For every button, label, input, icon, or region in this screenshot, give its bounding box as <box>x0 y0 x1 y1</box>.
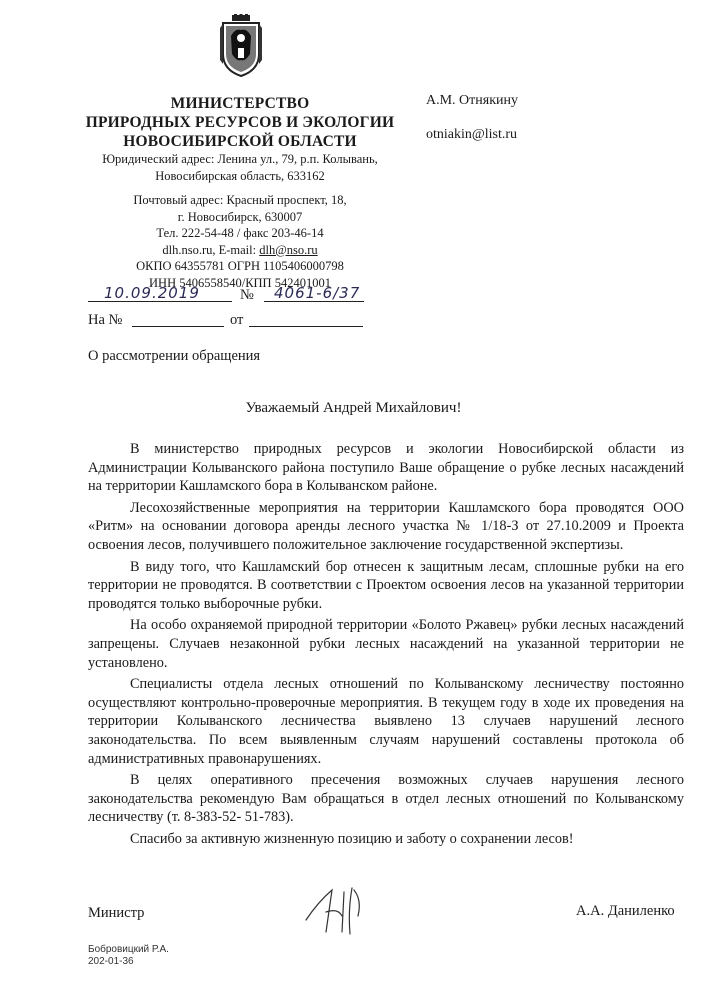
body-paragraph: Спасибо за активную жизненную позицию и заботу о сохранении лесов! <box>130 830 574 847</box>
reply-date-underline <box>249 312 363 327</box>
inn-kpp: ИНН 5406558540/КПП 542401001 <box>149 275 331 290</box>
addressee-email[interactable]: otniakin@list.ru <box>426 127 518 142</box>
body-paragraph: В виду того, что Кашламский бор отнесен к защитным лесам, сплошные рубки на его территории не проводятся. В соответствии с Проектом освоения лесов на указанной территории проводятся только выборочные рубки. <box>88 558 684 612</box>
signatory-role: Министр <box>88 905 145 921</box>
body-paragraph: На особо охраняемой природной территории «Болото Ржавец» рубки лесных насаждений запрещены. Случаев незаконной рубки лесных насаждений на указанной территории не установлено. <box>88 617 684 671</box>
web-prefix: dlh.nso.ru, E-mail: <box>162 242 260 257</box>
web-email-line <box>75 242 405 259</box>
ministry-name-line: НОВОСИБИРСКОЙ ОБЛАСТИ <box>123 133 357 150</box>
postal-address-line: г. Новосибирск, 630007 <box>177 209 303 224</box>
body-paragraph: В министерство природных ресурсов и экологии Новосибирской области из Администрации Колыванского района поступило Ваше обращение о рубке лесных насаждений на территории Кашламского бора в Колыванском районе. <box>88 441 684 495</box>
number-label: № <box>240 287 254 303</box>
letter-body <box>88 440 684 851</box>
handwritten-signature <box>296 882 386 942</box>
legal-address-line: Новосибирская область, 633162 <box>155 168 325 183</box>
ministry-name-line: МИНИСТЕРСТВО <box>170 95 310 112</box>
body-paragraph: Лесохозяйственные мероприятия на территории Кашламского бора проводятся ООО «Ритм» на основании договора аренды лесного участка № 1/18-З от 27.10.2009 и Проекта освоения лесов, получившего положительное заключение государственной экспертизы. <box>88 499 684 553</box>
outgoing-date: 10.09.2019 <box>104 284 200 302</box>
coat-of-arms-emblem <box>217 14 265 78</box>
legal-address-line: Юридический адрес: Ленина ул., 79, р.п. Колывань, <box>102 152 378 166</box>
from-label: от <box>230 312 244 328</box>
executor-name: Бобровицкий Р.А. <box>88 944 169 955</box>
body-paragraph: Специалисты отдела лесных отношений по Колыванскому лесничеству постоянно осуществляют контрольно-проверочные мероприятия. В текущем году в ходе их проведения на территории Колыванского лесничества выявлено 13 случаев нарушений лесного законодательства. По всем выявленным случаям нарушений составлены протокола об административных правонарушениях. <box>88 676 684 767</box>
reply-label: На № <box>88 312 123 328</box>
body-paragraph: В целях оперативного пресечения возможных случаев нарушения лесного законодательства рекомендую Вам обращаться в отдел лесных отношений по Колыванскому лесничеству (т. 8-383-52- 51-783). <box>88 772 684 826</box>
letter-subject: О рассмотрении обращения <box>88 348 261 364</box>
outgoing-number: 4061-6/37 <box>274 284 361 302</box>
executor-phone: 202-01-36 <box>88 956 134 967</box>
ministry-name-line: ПРИРОДНЫХ РЕСУРСОВ И ЭКОЛОГИИ <box>85 114 395 131</box>
ministry-header <box>75 94 405 291</box>
ministry-email-link[interactable]: dlh@nso.ru <box>259 242 318 257</box>
signatory-name: А.А. Даниленко <box>576 903 675 919</box>
reply-number-underline <box>132 312 224 327</box>
okpo-ogrn: ОКПО 64355781 ОГРН 1105406000798 <box>136 259 344 273</box>
addressee-name: А.М. Отнякину <box>426 93 519 108</box>
greeting: Уважаемый Андрей Михайлович! <box>245 400 462 416</box>
postal-address-line: Почтовый адрес: Красный проспект, 18, <box>133 193 347 207</box>
phone-fax: Тел. 222-54-48 / факс 203-46-14 <box>156 226 324 240</box>
